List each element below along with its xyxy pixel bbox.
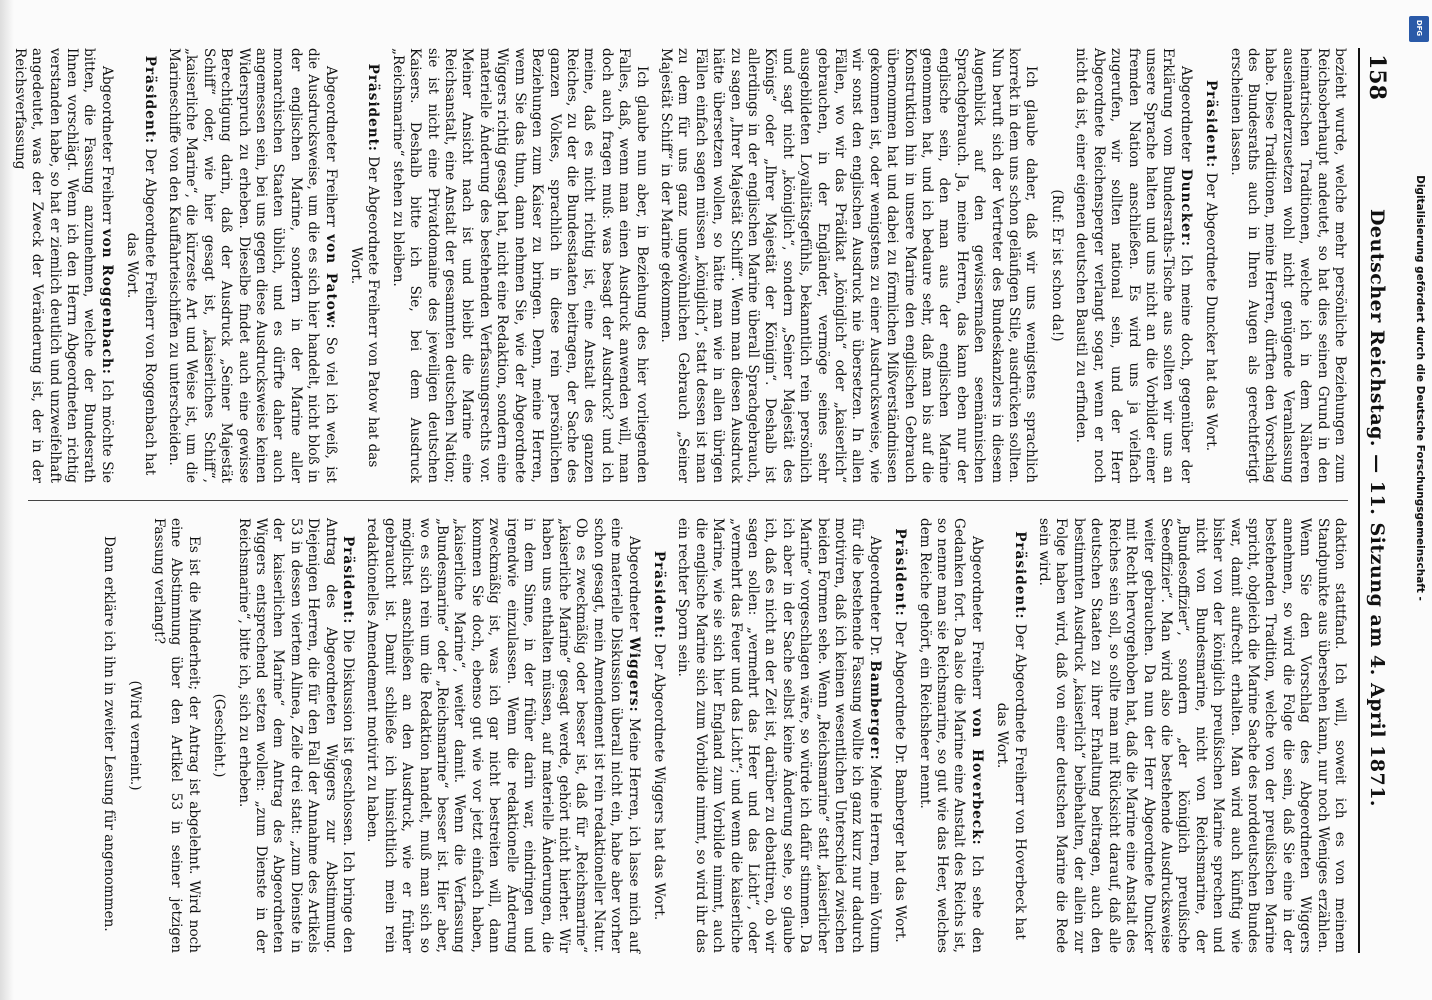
left-paragraph-4: Ich glaube nun aber, in Beziehung des hier vorliegenden Falles, daß, wenn man einen Ausdruck anwenden will, man doch auch fragen muß: was besagt der Ausdruck? und ich meine, daß es nicht richtig ist, eine Anstalt des ganzen Reiches, zu der die Bundesstaaten beitragen, der Sache des ganzen Volkes, sprachlich in diese rein persönlichen Beziehungen zum Kaiser zu bringen. Denn, meine Herren, wenn Sie das thun, dann nehmen Sie, wie der Abgeordnete Wiggers richtig gesagt hat, nicht eine Redaktion, sondern eine materielle Änderung des bestehenden Verfassungsrechts vor. Meiner Ansicht nach ist und bleibt die Marine eine Reichsanstalt, eine Anstalt der gesammten deutschen Nation; sie ist nicht eine Privatdomaine des jeweiligen deutschen Kaisers. Deshalb bitte ich Sie, bei dem Ausdruck „Reichsmarine“ stehen zu bleiben.	[389, 48, 650, 483]
left-paragraph-5	[165, 48, 339, 483]
speaker-name: von Hoverbeck:	[968, 708, 985, 846]
speech-text: Ich meine doch, gegenüber der Erklärung vom Bundesraths-Tische aus sollten wir uns an unsere Sprache halten und uns nicht an die Vorbilder einer fremden Nation anschließen. Es wird uns ja vielfach zugerufen, wir sollten national sein, und der Herr Abgeordnete Reichensperger verlangt sogar, wenn er noch nicht da ist, einer eigenen deutschen Baustil zu erfinden.	[1073, 48, 1194, 483]
speech-text: Der Abgeordnete Wiggers hat das Wort.	[650, 643, 667, 921]
speaker-prefix: Abgeordneter Freiherr	[968, 536, 985, 700]
dfg-logo-text: DFG	[1415, 19, 1423, 37]
right-paragraph-3	[674, 518, 883, 953]
right-president-2	[891, 518, 908, 953]
page-title: Deutscher Reichstag. — 11. Sitzung am 4. April 1871.	[1366, 208, 1388, 808]
right-paragraph-5	[234, 518, 356, 953]
left-president-3	[123, 48, 158, 483]
right-column	[28, 518, 1348, 953]
speaker-name: Bamberger:	[866, 660, 883, 761]
left-president-1	[1202, 48, 1219, 483]
speaker-prefix: Abgeordneter Freiherr	[98, 66, 115, 225]
speaker-label: Präsident:	[892, 528, 909, 617]
speech-text: Meine Herren, mein Votum für die bestehende Fassung wollte ich ganz kurz nur dadurch motiviren, daß ich keinen wesentlichen Unterschied zwischen beiden Formen sehe. Wenn „Reichsmarine“ statt „kaiserlicher Marine“ vorgeschlagen wäre, so würde ich dafür stimmen. Da ich aber in der Sache selbst keine Änderung sehe, so glaube ich, daß es nicht an der Zeit ist, darüber zu debattiren, ob wir sagen sollen: „vermehrt das Heer und das Licht“, oder „vermehrt das Feuer und das Licht“; und wenn die kaiserliche Marine, wie sie sich hier England zum Vorbilde nimmt, auch die englische Marine sich zum Vorbilde nimmt, so wird ihr das ein rechter Sporn sein.	[675, 518, 883, 953]
left-president-2	[347, 48, 382, 483]
speaker-label: Präsident:	[141, 55, 158, 145]
speech-text: Der Abgeordnete Freiherr von Hoverbeck hat das Wort.	[994, 623, 1028, 940]
speaker-label: Präsident:	[1203, 79, 1220, 169]
speech-text: Der Abgeordnete Duncker hat das Wort.	[1203, 172, 1220, 452]
right-president-3	[650, 518, 667, 953]
left-paragraph-3: Ich glaube daher, daß wir uns wenigstens sprachlich korrekt in dem uns schon geläufigen Stile, ausdrücken sollten. Nun beruft sich der Vertreter des Bundeskanzlers in diesem Augenblick auf den gewissermaßen seemännischen Sprachgebrauch. Ja, meine Herren, das kann eben nur der englische sein, den man aus der englischen Marine genommen hat, und ich bedaure sehr, daß man bis auf die Konstruktion hin in unsere Marine den englischen Gebrauch übernommen hat und dabei zu förmlichen Mißverständnissen gekommen ist, oder wenigstens zu einer Ausdrucksweise, wie wir sonst den englischen Ausdruck nie übersetzen. In allen Fällen, wo wir das Prädikat „königlich“ oder „kaiserlich“ gebrauchen, in der Engländer, vermöge seines sehr ausgebildeten Loyalitätsgefühls, bekanntlich rein persönlich und sagt nicht „königlich“, sondern „Seiner Majestät des Königs“ oder „Ihrer Majestät der Königin“. Deshalb ist allerdings in der englischen Marine überall Sprachgebrauch, zu sagen „Ihrer Majestät Schiff“. Wenn man diesen Ausdruck hätte übersetzen wollen, so hätte man wie in allen übrigen Fällen einfach sagen müssen „königlich“, statt dessen ist man zu dem für uns ganz ungewöhnlichen Gebrauch „Seiner Majestät Schiff“ in der Marine gekommen.	[657, 48, 1040, 483]
right-paragraph-2	[915, 518, 985, 953]
speaker-label: Präsident:	[365, 63, 382, 152]
speech-text: Der Abgeordnete Freiherr von Roggenbach hat das Wort.	[124, 148, 158, 476]
left-paragraph-6	[10, 48, 114, 483]
speaker-prefix: Abgeordneter Dr.	[866, 536, 883, 656]
right-president-1	[993, 518, 1028, 953]
right-paragraph-4	[363, 518, 642, 953]
left-paragraph-1: bezieht wurde, welche mehr persönliche Beziehungen zum Reichsoberhaupt andeutet, so hat dies seinen Grund in den heimatrischen Traditionen, welche ich in dem Näheren auseinanderzusetzen wohl nicht genügende Veranlassung habe. Diese Traditionen, meine Herren, dürften den Vorschlag des Bundesraths auch in Ihren Augen als gerechtfertigt erscheinen lassen.	[1227, 48, 1348, 483]
speaker-prefix: Abgeordneter Freiherr	[322, 66, 339, 227]
speech-text: Die Diskussion ist geschlossen. Ich bringe den Antrag des Abgeordneten Wiggers zur Abstimmung. Diejenigen Herren, die für den Fall der Annahme des Artikels 53 in dessen viertem Alinea, Zeile drei statt: „zum Dienste in der kaiserlichen Marine“ dem Antrag des Abgeordneten Wiggers entsprechend setzen wollen: „zum Dienste in der Reichsmarine“, bitte ich, sich zu erheben.	[235, 518, 357, 953]
right-paragraph-7: Dann erkläre ich ihn in zweiter Lesung für angenommen.	[101, 536, 118, 932]
speech-text: Der Abgeordnete Freiherr von Patow hat das Wort.	[348, 156, 382, 468]
digitization-note-text: Digitalisierung gefördert durch die Deutsche Forschungsgemeinschaft -	[1414, 175, 1426, 601]
speaker-name: Wiggers:	[625, 636, 642, 713]
speaker-label: Präsident:	[340, 536, 357, 625]
right-event-1: (Geschieht.)	[211, 693, 228, 778]
speaker-prefix: Abgeordneter	[625, 536, 642, 632]
right-paragraph-6: Es ist die Minderheit; der Antrag ist abgelehnt. Wird noch eine Abstimmung über den Artikel 53 in seiner jetzigen Fassung verlangt?	[151, 518, 202, 953]
left-interjection: (Ruf: Er ist schon da!)	[1048, 189, 1065, 342]
speech-text: Ich sehe den Gedanken fort. Da also die Marine eine Anstalt des Reichs ist, so nenne man sie Reichsmarine, so gut wie das Heer, welches dem Reiche gehört, ein Reichsheer nennt.	[916, 518, 985, 953]
page-number: 158	[1364, 54, 1390, 100]
speaker-label: Präsident:	[1011, 531, 1028, 620]
left-paragraph-2	[1072, 48, 1194, 483]
speaker-label: Präsident:	[650, 550, 667, 640]
digitization-note	[1412, 40, 1428, 740]
speaker-name: von Roggenbach:	[98, 228, 115, 375]
column-divider	[28, 500, 1348, 501]
speaker-prefix: Abgeordneter	[1177, 66, 1194, 162]
speaker-name: Duncker:	[1177, 168, 1194, 247]
speech-text: Der Abgeordnete Dr. Bamberger hat das Wort.	[892, 621, 909, 943]
speech-text: Meine Herren, ich lasse mich auf eine materielle Diskussion überall nicht ein, habe aber vorher schon gesagt, mein Amendement ist rein redaktioneller Natur. Ob es zweckmäßig oder besser ist, daß für „Reichsmarine“ „kaiserliche Marine“ gesagt werde, gehört nicht hierher. Wir haben uns enthalten müssen, auf materielle Änderungen, die in dem Sinne, in der früher darin war, eindringen und irgendwie einzulassen. Wenn die redaktionelle Änderung zweckmäßig ist, was ich gar nicht bestreiten will, dann kommen Sie doch, ebenso gut wie vor jetzt einfach haben, „kaiserliche Marine“, weiter damit. Wenn die Verfassung „Bundesmarine“ oder „Reichsmarine“ besser ist. Hier aber, wo es sich rein um die Redaktion handelt, muß man sich so möglichst anschließen an den Ausdruck, wie er früher gebraucht ist. Damit schließe ich hinsichtlich mein rein redaktionelles Amendement motivirt zu haben.	[364, 518, 642, 953]
speech-text: So viel ich weiß, ist die Ausdrucksweise, um die es sich hier handelt, nicht bloß in der englischen Marine, sondern in der Marine aller monarchischen Staaten üblich, und es dürfte daher auch angemessen sein, bei uns gegen diese Ausdrucksweise keinen Widerspruch zu erheben. Dieselbe findet auch eine gewisse Berechtigung darin, daß der Ausdruck „Seiner Majestät Schiff“ oder, wie hier gesagt ist, „kaiserliches Schiff“, „kaiserliche Marine“, die kürzeste Art und Weise ist, um die Marineschiffe von den Kauffahrteischiffen zu unterscheiden.	[166, 48, 339, 483]
left-column	[11, 48, 1348, 483]
page-content	[11, 48, 1392, 953]
right-paragraph-1: daktion stattfand. Ich will, soweit ich es von meinem Standpunkte aus übersehen kann, nur noch Weniges erzählen. Wenn Sie den Vorschlag des Abgeordneten Wiggers annehmen, so wird die Folge die sein, daß Sie eine in der bestehenden Tradition, welche von der preußischen Marine spricht, obgleich die Marine Sache des norddeutschen Bundes war, damit aufrecht erhalten. Man wird auch künftig wie bisher von der königlich preußischen Marine sprechen und nicht von Bundesmarine, nicht von Reichsmarine, der „Bundesoffizier“, sondern „der königlich preußische Seeoffizier“. Man wird also die bestehende Ausdrucksweise weiter gebrauchen. Da nun der Herr Abgeordnete Duncker mit Recht hervorgehoben hat, daß die Marine eine Anstalt des Reiches sein soll, so sollte man mit Rücksicht darauf, daß alle deutschen Staaten zu ihrer Erhaltung beitragen, auch den bestimmten Ausdruck „kaiserlich“ beibehalten, der allein zur Folge haben wird, daß von einer deutschen Marine die Rede sein wird.	[1036, 518, 1348, 953]
running-head	[1358, 48, 1392, 953]
right-event-2: (Wird verneint.)	[126, 680, 143, 791]
speech-text: Ich möchte Sie bitten, die Fassung anzunehmen, welche der Bundesrath Ihnen vorschlägt. Wenn ich den Herrn Abgeordneten richtig verstanden habe, so hat er ziemlich deutlich und unzweifelhaft angedeutet, was der Zweck der Veränderung ist, der in der Reichsverfassung	[11, 48, 115, 483]
speaker-name: von Patow:	[322, 234, 339, 330]
